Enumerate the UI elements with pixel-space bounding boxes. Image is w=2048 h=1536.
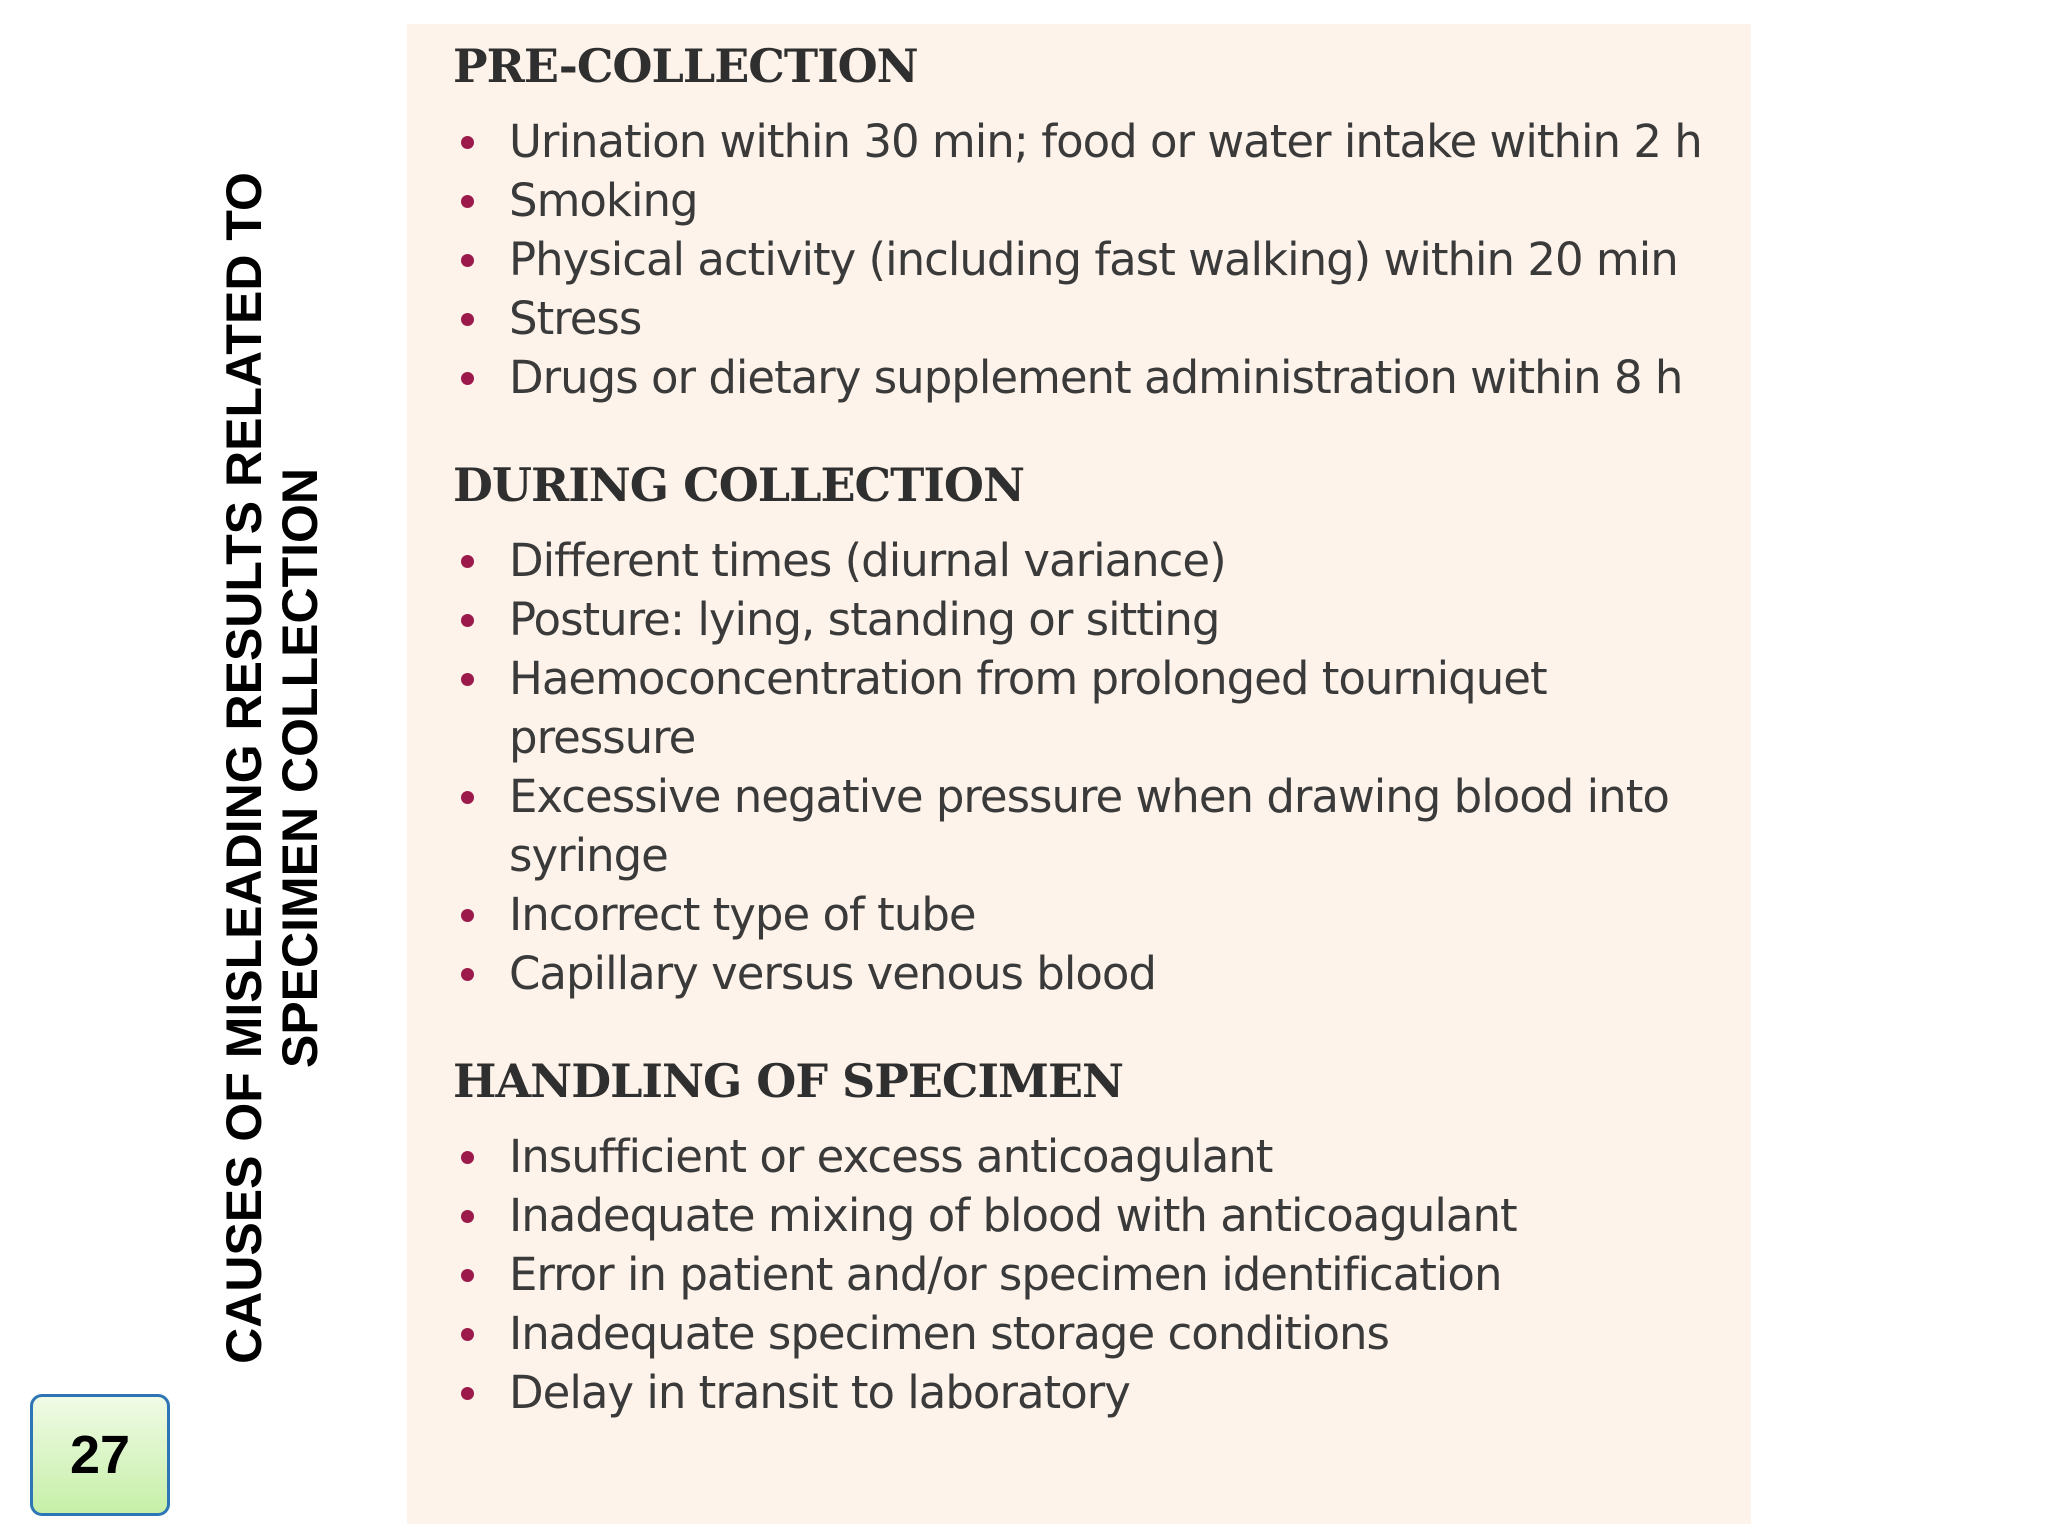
list-item-text: Inadequate mixing of blood with anticoagulant	[509, 1189, 1517, 1242]
list-item-text: Stress	[509, 292, 642, 345]
section-list	[453, 531, 1731, 1003]
section-during-collection	[453, 457, 1731, 1003]
list-item	[453, 1363, 1731, 1422]
list-item-text: Insufficient or excess anticoagulant	[509, 1130, 1273, 1183]
list-item-text: Different times (diurnal variance)	[509, 534, 1226, 587]
section-pre-collection	[453, 38, 1731, 407]
bullet-icon	[461, 555, 474, 568]
bullet-icon	[461, 791, 474, 804]
list-item-text: Capillary versus venous blood	[509, 947, 1156, 1000]
section-heading: HANDLING OF SPECIMEN	[453, 1054, 1124, 1108]
bullet-icon	[461, 1210, 474, 1223]
list-item-text: Smoking	[509, 174, 698, 227]
bullet-icon	[461, 313, 474, 326]
bullet-icon	[461, 614, 474, 627]
list-item	[453, 1186, 1731, 1245]
list-item-text: Urination within 30 min; food or water intake within 2 h	[509, 115, 1702, 168]
list-item-text: Physical activity (including fast walking) within 20 min	[509, 233, 1678, 286]
list-item-text: Excessive negative pressure when drawing blood into syringe	[509, 770, 1669, 882]
slide-title	[216, 108, 328, 1428]
list-item-text: Incorrect type of tube	[509, 888, 976, 941]
bullet-icon	[461, 968, 474, 981]
list-item-text: Posture: lying, standing or sitting	[509, 593, 1220, 646]
section-handling-of-specimen	[453, 1053, 1731, 1422]
bullet-icon	[461, 1328, 474, 1341]
list-item	[453, 531, 1731, 590]
bullet-icon	[461, 673, 474, 686]
list-item	[453, 649, 1731, 767]
section-heading: DURING COLLECTION	[453, 458, 1025, 512]
list-item	[453, 289, 1731, 348]
list-item	[453, 590, 1731, 649]
list-item	[453, 1304, 1731, 1363]
bullet-icon	[461, 1269, 474, 1282]
slide-title-line-2: SPECIMEN COLLECTION	[272, 467, 328, 1069]
section-list	[453, 1127, 1731, 1422]
bullet-icon	[461, 136, 474, 149]
bullet-icon	[461, 254, 474, 267]
list-item	[453, 112, 1731, 171]
bullet-icon	[461, 909, 474, 922]
list-item	[453, 1127, 1731, 1186]
section-list	[453, 112, 1731, 407]
list-item	[453, 944, 1731, 1003]
list-item	[453, 230, 1731, 289]
section-heading: PRE-COLLECTION	[453, 39, 918, 93]
list-item-text: Drugs or dietary supplement administration within 8 h	[509, 351, 1683, 404]
list-item-text: Delay in transit to laboratory	[509, 1366, 1130, 1419]
list-item	[453, 171, 1731, 230]
bullet-icon	[461, 372, 474, 385]
list-item	[453, 348, 1731, 407]
list-item	[453, 1245, 1731, 1304]
slide-title-line-1: CAUSES OF MISLEADING RESULTS RELATED TO	[216, 172, 272, 1364]
list-item-text: Inadequate specimen storage conditions	[509, 1307, 1389, 1360]
bullet-icon	[461, 195, 474, 208]
content-panel	[407, 24, 1751, 1524]
list-item	[453, 767, 1731, 885]
bullet-icon	[461, 1387, 474, 1400]
list-item-text: Error in patient and/or specimen identification	[509, 1248, 1502, 1301]
slide-number-badge: 27	[30, 1394, 170, 1516]
bullet-icon	[461, 1151, 474, 1164]
list-item-text: Haemoconcentration from prolonged tourniquet pressure	[509, 652, 1547, 764]
list-item	[453, 885, 1731, 944]
